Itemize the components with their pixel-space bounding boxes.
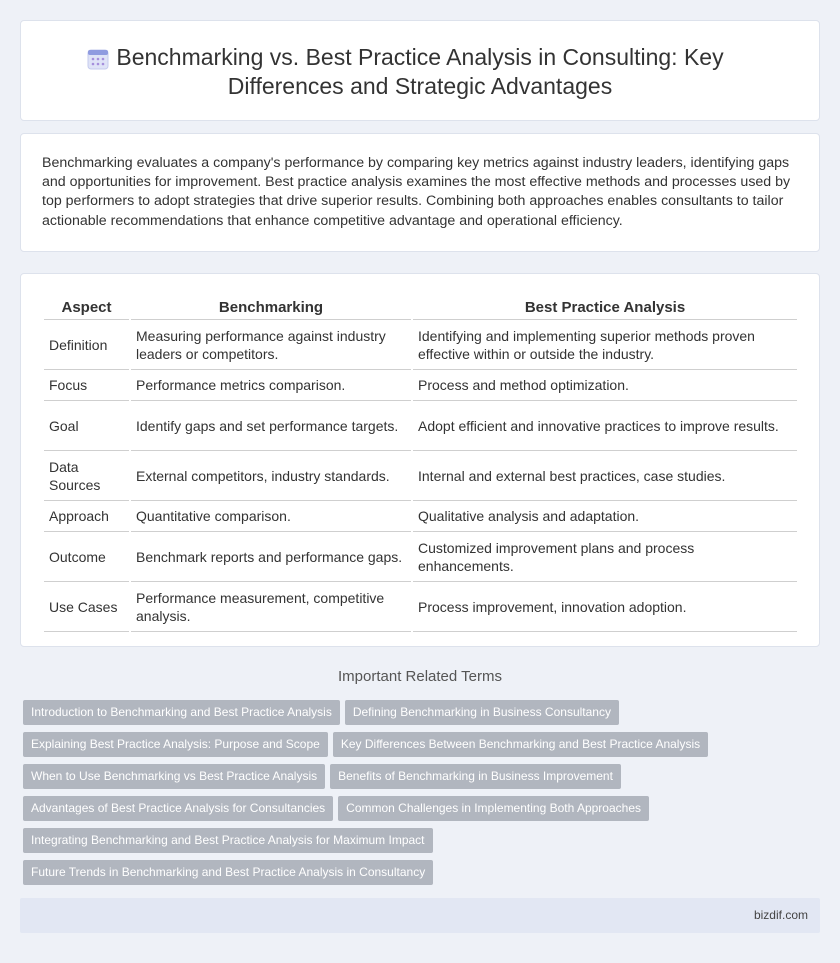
cell-best-practice: Process improvement, innovation adoption. xyxy=(413,582,797,632)
table-row xyxy=(44,532,797,582)
table-row xyxy=(44,401,797,451)
cell-benchmarking: Benchmark reports and performance gaps. xyxy=(131,532,411,582)
cell-best-practice: Process and method optimization. xyxy=(413,370,797,401)
cell-aspect: Use Cases xyxy=(44,582,129,632)
related-term-tag[interactable]: When to Use Benchmarking vs Best Practice Analysis xyxy=(23,764,325,789)
cell-aspect: Goal xyxy=(44,401,129,451)
cell-best-practice: Adopt efficient and innovative practices to improve results. xyxy=(413,401,797,451)
related-term-tag[interactable]: Key Differences Between Benchmarking and Best Practice Analysis xyxy=(333,732,708,757)
related-term-tag[interactable]: Benefits of Benchmarking in Business Improvement xyxy=(330,764,621,789)
page-title-line-1: Benchmarking vs. Best Practice Analysis in Consulting: Key xyxy=(116,44,724,70)
cell-benchmarking: Identify gaps and set performance targets. xyxy=(131,401,411,451)
header-aspect: Aspect xyxy=(44,294,129,320)
intro-card xyxy=(20,133,820,252)
cell-best-practice: Internal and external best practices, case studies. xyxy=(413,451,797,501)
cell-aspect: Approach xyxy=(44,501,129,532)
related-terms-list xyxy=(23,700,813,892)
table-header-row xyxy=(44,294,797,320)
cell-benchmarking: Quantitative comparison. xyxy=(131,501,411,532)
related-term-tag[interactable]: Explaining Best Practice Analysis: Purpose and Scope xyxy=(23,732,328,757)
cell-benchmarking: External competitors, industry standards. xyxy=(131,451,411,501)
cell-best-practice: Qualitative analysis and adaptation. xyxy=(413,501,797,532)
cell-aspect: Focus xyxy=(44,370,129,401)
comparison-table-card xyxy=(20,273,820,647)
title-card xyxy=(20,20,820,121)
cell-benchmarking: Measuring performance against industry leaders or competitors. xyxy=(131,320,411,370)
intro-paragraph: Benchmarking evaluates a company's performance by comparing key metrics against industry leaders, identifying gaps and opportunities for improvement. Best practice analysis examines the most effective methods and processes used by top performers to adopt strategies that drive superior results. Combining both approaches enables consultants to tailor actionable recommendations that enhance competitive advantage and operational efficiency. xyxy=(42,155,791,229)
related-terms-heading: Important Related Terms xyxy=(338,668,502,685)
cell-aspect: Definition xyxy=(44,320,129,370)
related-term-tag[interactable]: Introduction to Benchmarking and Best Practice Analysis xyxy=(23,700,340,725)
footer-site-link[interactable]: bizdif.com xyxy=(753,908,808,922)
related-term-tag[interactable]: Future Trends in Benchmarking and Best Practice Analysis in Consultancy xyxy=(23,860,433,885)
related-term-tag[interactable]: Common Challenges in Implementing Both Approaches xyxy=(338,796,649,821)
cell-best-practice: Customized improvement plans and process enhancements. xyxy=(413,532,797,582)
table-row xyxy=(44,370,797,401)
cell-best-practice: Identifying and implementing superior methods proven effective within or outside the industry. xyxy=(413,320,797,370)
table-row xyxy=(44,320,797,370)
comparison-table xyxy=(42,294,799,632)
related-term-tag[interactable]: Integrating Benchmarking and Best Practice Analysis for Maximum Impact xyxy=(23,828,433,853)
cell-aspect: Data Sources xyxy=(44,451,129,501)
page-title-line-2: Differences and Strategic Advantages xyxy=(227,73,613,99)
cell-benchmarking: Performance metrics comparison. xyxy=(131,370,411,401)
related-term-tag[interactable]: Advantages of Best Practice Analysis for Consultancies xyxy=(23,796,333,821)
cell-benchmarking: Performance measurement, competitive analysis. xyxy=(131,582,411,632)
footer xyxy=(20,898,820,933)
header-best-practice: Best Practice Analysis xyxy=(413,294,797,320)
table-row xyxy=(44,501,797,532)
header-benchmarking: Benchmarking xyxy=(131,294,411,320)
table-row xyxy=(44,582,797,632)
table-row xyxy=(44,451,797,501)
page-title xyxy=(116,43,723,101)
related-term-tag[interactable]: Defining Benchmarking in Business Consultancy xyxy=(345,700,619,725)
cell-aspect: Outcome xyxy=(44,532,129,582)
